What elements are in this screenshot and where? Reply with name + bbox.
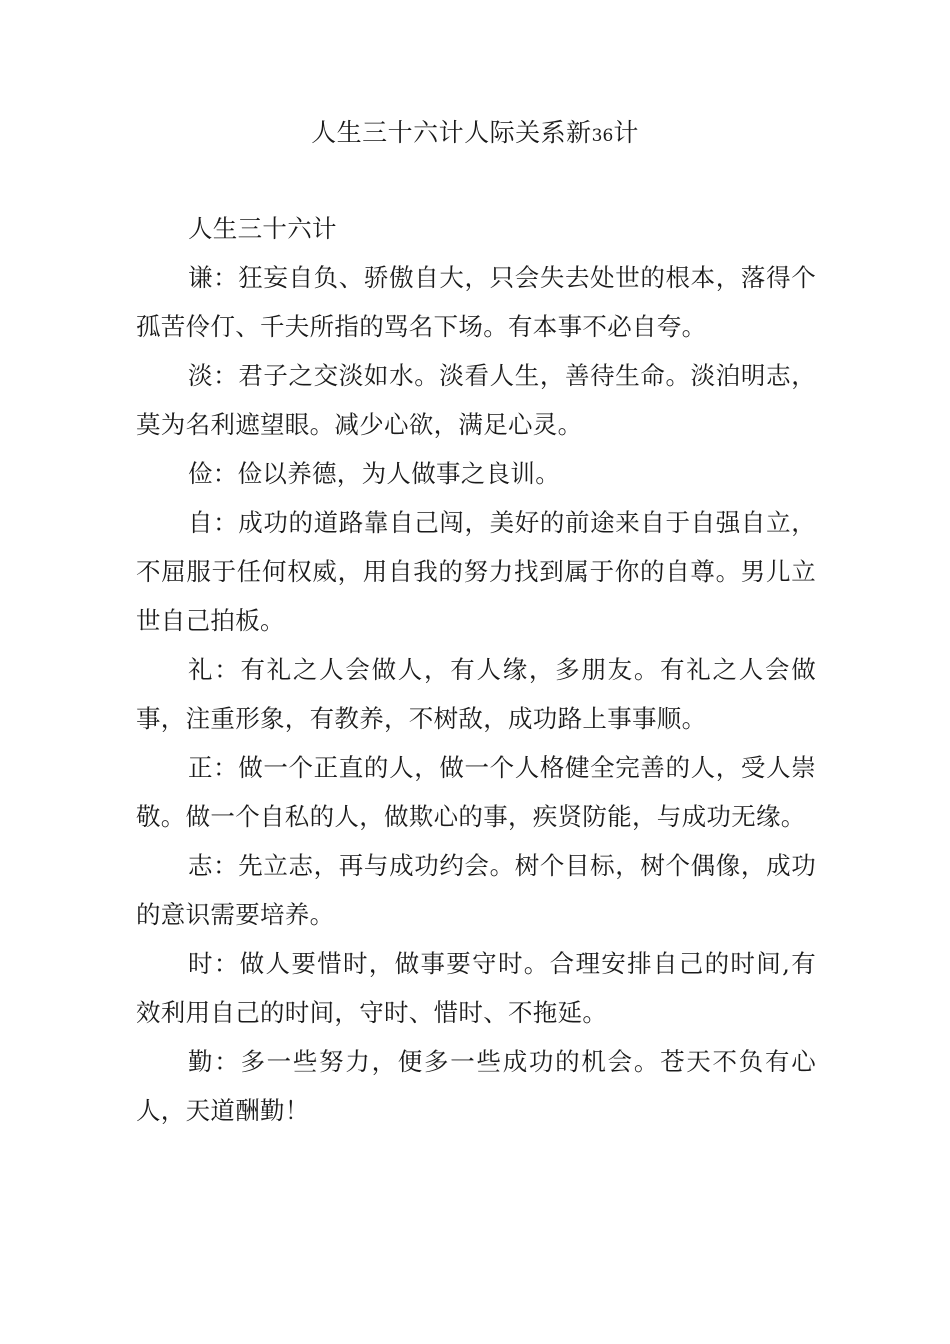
paragraph-qin: 勤：多一些努力，便多一些成功的机会。苍天不负有心人，天道酬勤！: [136, 1047, 816, 1125]
paragraph-dan: 淡：君子之交淡如水。淡看人生，善待生命。淡泊明志，莫为名利遮望眼。减少心欲，满足心灵。: [136, 361, 816, 439]
title-main: 人生三十六计人际关系新: [311, 118, 592, 147]
paragraph-zi: 自：成功的道路靠自己闯，美好的前途来自于自强自立，不屈服于任何权威，用自我的努力找到属于你的自尊。男儿立世自己拍板。: [136, 508, 816, 635]
paragraph-li: 礼：有礼之人会做人，有人缘，多朋友。有礼之人会做事，注重形象，有教养，不树敌，成功路上事事顺。: [136, 655, 816, 733]
paragraph-zheng: 正：做一个正直的人，做一个人格健全完善的人，受人崇敬。做一个自私的人，做欺心的事，疾贤防能，与成功无缘。: [136, 753, 816, 831]
section-heading: 人生三十六计: [188, 214, 337, 243]
document-title: [0, 114, 950, 155]
title-end: 计: [613, 118, 639, 147]
title-number: 36: [591, 126, 614, 146]
paragraph-qian: 谦：狂妄自负、骄傲自大，只会失去处世的根本，落得个孤苦伶仃、千夫所指的骂名下场。有本事不必自夸。: [136, 263, 816, 341]
paragraph-shi: 时：做人要惜时，做事要守时。合理安排自己的时间,有效利用自己的时间，守时、惜时、不拖延。: [136, 949, 816, 1027]
paragraph-zhi: 志：先立志，再与成功约会。树个目标，树个偶像，成功的意识需要培养。: [136, 851, 816, 929]
paragraph-jian: 俭：俭以养德，为人做事之良训。: [188, 459, 560, 488]
document-body: [136, 204, 816, 1135]
